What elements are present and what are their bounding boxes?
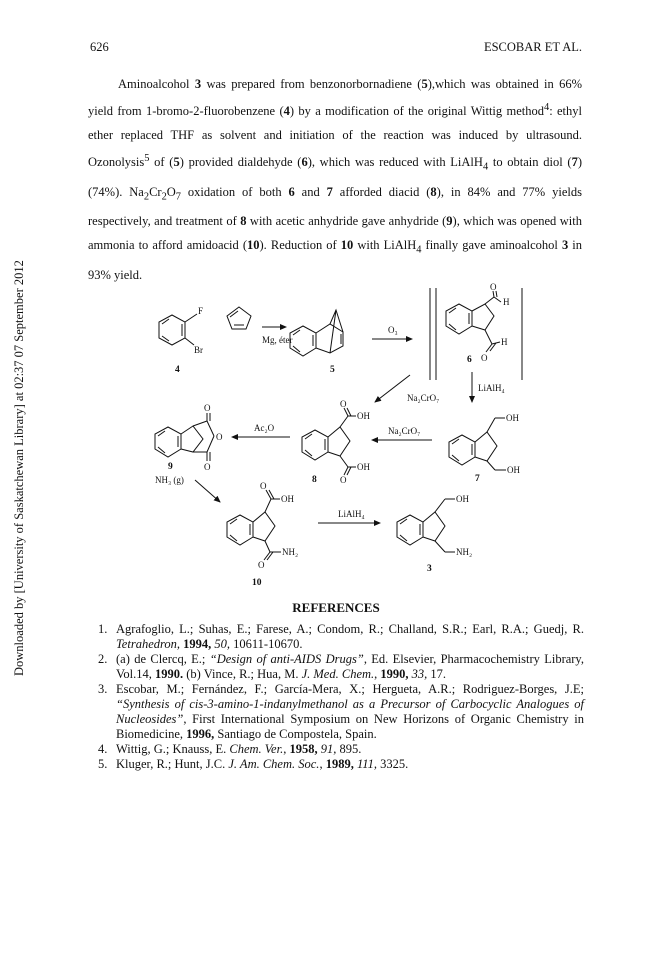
reference-number: 4. xyxy=(98,742,108,756)
reference-text: Escobar, M.; Fernández, F.; García-Mera, X.; Hergueta, A.R.; Rodriguez-Borges, J.E; “Synthesis of cis-3-amino-1-indanylmethanol as a Precursor of Carbocyclic Analogues of Nucleosides”, First International Symposium on New Horizons of Organic Chemistry in Biomedicine, 1996, Santiago de Compostela, Spain. xyxy=(116,682,584,741)
reagent-mg-ether: Mg, éter xyxy=(262,335,293,345)
atom-OH: OH xyxy=(506,413,519,423)
compound-label-9: 9 xyxy=(168,462,173,472)
compound-label-6: 6 xyxy=(467,355,472,365)
compound-3-structure xyxy=(397,499,455,552)
reference-item xyxy=(98,652,584,682)
reference-number: 1. xyxy=(98,622,108,636)
atom-NH2: NH₂ xyxy=(282,547,299,557)
structures xyxy=(155,288,522,560)
compound-10-structure xyxy=(227,490,281,560)
reagent-ac2o: Ac₂O xyxy=(254,423,275,433)
atom-O: O xyxy=(340,399,347,409)
compound-label-5: 5 xyxy=(330,365,335,375)
reagent-dichromate-diagonal: Na₂CrO₇ xyxy=(407,393,440,403)
atom-bromine: Br xyxy=(194,345,203,355)
compound-label-4: 4 xyxy=(175,365,180,375)
reagent-lialh4-bottom: LiAlH₄ xyxy=(338,509,365,519)
reference-number: 3. xyxy=(98,682,108,696)
compound-9-structure xyxy=(155,413,214,461)
atom-O: O xyxy=(204,462,211,472)
page-number: 626 xyxy=(90,40,109,54)
compound-4-structure xyxy=(159,314,197,345)
body-paragraph: Aminoalcohol 3 was prepared from benzonorbornadiene (5),which was obtained in 66% yield from 1-bromo-2-fluorobenzene (4) by a modification of the original Wittig method$^4$: ethyl ether replaced THF as solvent and initiation of the reaction was induced by ultrasound. Ozonolysis$^5$ of (5) provided dialdehyde (6), which was reduced with LiAlH$_4$ to obtain diol (7) (74%). $Na_2Cr_2O_7$ oxidation of both 6 and 7 afforded diacid (8), in 84% and 77% yields respectively, and treatment of 8 with acetic anhydride gave anhydride (9), which was opened with ammonia to afford amidoacid (10). Reduction of 10 with LiAlH$_4$ finally gave aminoalcohol 3 in 93% yield. xyxy=(88,77,582,282)
atom-O: O xyxy=(490,282,497,292)
references-heading: REFERENCES xyxy=(292,600,380,615)
atom-O: O xyxy=(204,403,211,413)
atom-fluorine: F xyxy=(198,306,204,316)
atom-OH: OH xyxy=(456,494,469,504)
compound-label-10: 10 xyxy=(252,578,262,588)
reference-number: 5. xyxy=(98,757,108,771)
atom-H: H xyxy=(503,297,510,307)
cyclopentadiene-structure xyxy=(227,307,251,329)
atom-OH: OH xyxy=(281,494,294,504)
atom-O: O xyxy=(216,432,223,442)
atom-OH: OH xyxy=(357,411,370,421)
reference-item xyxy=(98,622,584,652)
atom-O: O xyxy=(258,560,265,570)
compound-label-3: 3 xyxy=(427,564,432,574)
reference-item xyxy=(98,682,584,742)
reference-text: (a) de Clercq, E.; “Design of anti-AIDS Drugs”, Ed. Elsevier, Pharmacochemistry Library, Vol.14, 1990. (b) Vince, R.; Hua, M. J. Med. Chem., 1990, 33, 17. xyxy=(116,652,584,681)
arrow-6-to-8 xyxy=(375,375,410,402)
atom-OH: OH xyxy=(507,465,520,475)
atom-OH: OH xyxy=(357,462,370,472)
reference-number: 2. xyxy=(98,652,108,666)
reference-item xyxy=(98,742,584,757)
arrow-9-to-10 xyxy=(195,480,220,502)
atom-O: O xyxy=(481,353,488,363)
compound-8-structure xyxy=(302,408,356,475)
reference-item xyxy=(98,757,584,772)
reagent-nh3: NH₃ (g) xyxy=(155,475,184,485)
atom-O: O xyxy=(260,481,267,491)
atom-O: O xyxy=(340,475,347,485)
compound-5-structure xyxy=(290,310,343,356)
reference-text: Agrafoglio, L.; Suhas, E.; Farese, A.; Condom, R.; Challand, S.R.; Earl, R.A.; Guedj, R. Tetrahedron, 1994, 50, 10611-10670. xyxy=(116,622,584,651)
reaction-scheme xyxy=(0,280,672,595)
compound-label-7: 7 xyxy=(475,474,480,484)
atom-NH2: NH₂ xyxy=(456,547,473,557)
compound-7-structure xyxy=(449,418,506,470)
reference-text: Kluger, R.; Hunt, J.C. J. Am. Chem. Soc., 1989, 111, 3325. xyxy=(116,757,409,771)
download-watermark: Downloaded by [University of Saskatchewan Library] at 02:37 07 September 2012 xyxy=(12,260,26,676)
reagent-ozone: O₃ xyxy=(388,325,398,335)
compound-label-8: 8 xyxy=(312,475,317,485)
running-head: ESCOBAR ET AL. xyxy=(483,40,582,54)
reagent-dichromate-horizontal: Na₂CrO₇ xyxy=(388,426,421,436)
reference-text: Wittig, G.; Knauss, E. Chem. Ver., 1958, 91, 895. xyxy=(116,742,362,756)
reference-list xyxy=(98,622,584,772)
reagent-lialh4-vertical: LiAlH₄ xyxy=(478,383,505,393)
atom-H: H xyxy=(501,337,508,347)
